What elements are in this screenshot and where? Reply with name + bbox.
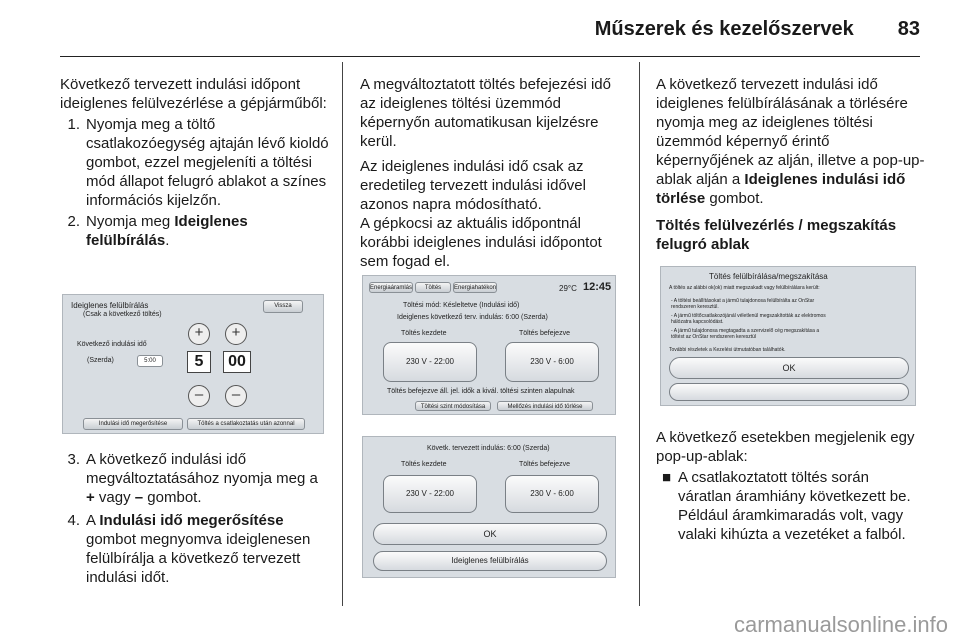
header-title: Műszerek és kezelőszervek xyxy=(594,18,854,40)
column-3-lower xyxy=(656,428,926,544)
back-button[interactable]: Vissza xyxy=(263,300,303,313)
intro-text: Következő tervezett indulási időpont ideiglenes felülvezérlése a gépjárműből: xyxy=(60,76,327,112)
step-1: 1. Nyomja meg a töltő csatlakozóegység ajtaján lévő kioldó gombot, ezzel megjeleníti a töltési mód állapot felugró ablakot a színes információs kijelzőn. xyxy=(67,116,329,209)
screenshot-charge-mode xyxy=(362,275,616,415)
charge-end-value: 230 V - 6:00 xyxy=(505,342,599,382)
popup-reason: - A jármű tulajdonosa megtagadta a szervizelő cég megszakítása a töltést az OnStar rendszeren keresztül xyxy=(671,328,820,340)
hour-digit: 5 xyxy=(187,351,211,373)
bullet-item: ■ A csatlakoztatott töltés során váratlan áramhiány következett be. Például áramkimaradás volt, vagy valaki kihúzta a vezetéket a falból. xyxy=(662,469,911,543)
step-2: 2. Nyomja meg Ideiglenes felülbírálás. xyxy=(67,213,248,249)
charge-start-value: 230 V - 22:00 xyxy=(383,475,477,513)
ok-button[interactable]: OK xyxy=(373,523,607,545)
charge-immediately-button[interactable]: Töltés a csatlakoztatás után azonnal xyxy=(187,418,305,430)
cancel-override-paragraph: A következő tervezett indulási idő ideiglenes felülbírálásának a törlésére nyomja meg az ideiglenes töltési üzemmód képernyő érintő képernyőjének az alján, illetve a pop-up-ablak alján a Ideiglenes indulási idő törlése gombot. xyxy=(656,76,925,207)
column-divider xyxy=(639,62,640,606)
page-number: 83 xyxy=(897,18,920,40)
column-1 xyxy=(60,75,330,250)
column-divider xyxy=(342,62,343,606)
charge-end-label: Töltés befejezve xyxy=(519,461,570,468)
charge-end-value: 230 V - 6:00 xyxy=(505,475,599,513)
cancel-departure-button[interactable]: Mellőzés indulási idő törlése xyxy=(497,401,593,411)
ok-button[interactable]: OK xyxy=(669,357,909,379)
hour-minus-button[interactable]: – xyxy=(188,385,210,407)
tab-efficiency[interactable]: Energiahatékon xyxy=(453,282,497,293)
minute-plus-button[interactable]: + xyxy=(225,323,247,345)
temperature: 29°C xyxy=(559,284,577,293)
next-departure: Követk. tervezett indulás: 6:00 (Szerda) xyxy=(427,445,550,452)
day-label: (Szerda) xyxy=(87,357,114,364)
popup-title: Töltés felülbírálása/megszakítása xyxy=(709,272,828,281)
paragraph: Az ideiglenes indulási idő csak az eredetileg tervezett indulási idővel azonos napra módosítható. xyxy=(360,158,586,213)
modify-level-button[interactable]: Töltési szint módosítása xyxy=(415,401,491,411)
column-3 xyxy=(656,75,926,254)
section-heading: Töltés felülvezérlés / megszakítás felugró ablak xyxy=(656,217,897,253)
screen-subtitle: (Csak a következő töltés) xyxy=(83,311,162,318)
tab-energy-flow[interactable]: Energiaáramlás xyxy=(369,282,413,293)
popup-reason: - A töltési beállításokat a jármű tulajdonosa felülbírálta az OnStar rendszeren keresztül. xyxy=(671,298,815,310)
charge-note: Töltés befejezve áll. jel. idők a kivál. töltési szinten alapulnak xyxy=(387,388,575,395)
header-rule xyxy=(60,56,920,57)
time-readout: 5:00 xyxy=(137,355,163,367)
charge-end-label: Töltés befejezve xyxy=(519,330,570,337)
watermark: carmanualsonline.info xyxy=(733,612,948,637)
screenshot-popup xyxy=(362,436,616,578)
screen-title: Ideiglenes felülbírálás xyxy=(71,301,149,310)
popup-reason: - A jármű töltőcsatlakozójánál véletlenül megszakították az elektromos hálózatra kapcsolódást. xyxy=(671,313,826,325)
temporary-override-button[interactable]: Ideiglenes felülbírálás xyxy=(373,551,607,571)
next-departure: Ideiglenes következő terv. indulás: 6:00 (Szerda) xyxy=(397,314,548,321)
column-1-lower xyxy=(60,448,330,587)
popup-intro: A töltés az alábbi ok(ok) miatt megszakadt vagy felülbírálásra került: xyxy=(669,285,820,291)
step-3: 3. A következő indulási idő megváltoztatásához nyomja meg a + vagy – gombot. xyxy=(67,451,318,506)
minute-minus-button[interactable]: – xyxy=(225,385,247,407)
minute-digit: 00 xyxy=(223,351,251,373)
clock: 12:45 xyxy=(583,281,612,293)
hour-plus-button[interactable]: + xyxy=(188,323,210,345)
charge-start-value: 230 V - 22:00 xyxy=(383,342,477,382)
page-header xyxy=(595,18,920,41)
popup-more-info: További részletek a Kezelési útmutatóban találhatók. xyxy=(669,347,786,353)
paragraph: A gépkocsi az aktuális időpontnál korábbi ideiglenes indulási időpontot sem fogad el. xyxy=(360,215,602,270)
column-2 xyxy=(360,75,622,271)
charge-start-label: Töltés kezdete xyxy=(401,461,447,468)
popup-bottom-bar xyxy=(669,383,909,401)
tab-charging[interactable]: Töltés xyxy=(415,282,451,293)
charge-mode: Töltési mód: Késleltetve (Indulási idő) xyxy=(403,302,520,309)
charge-start-label: Töltés kezdete xyxy=(401,330,447,337)
screenshot-interrupt-popup xyxy=(660,266,916,406)
screenshot-temporary-override xyxy=(62,294,324,434)
paragraph: A következő esetekben megjelenik egy pop-up-ablak: xyxy=(656,429,915,465)
step-4: 4. A Indulási idő megerősítése gombot megnyomva ideiglenesen felülbírálja a következő tervezett indulási időt. xyxy=(67,512,311,586)
paragraph: A megváltoztatott töltés befejezési idő az ideiglenes töltési üzemmód képernyőn automatikusan kijelzésre kerül. xyxy=(360,76,611,150)
confirm-departure-button[interactable]: Indulási idő megerősítése xyxy=(83,418,183,430)
next-departure-label: Következő indulási idő xyxy=(77,341,147,348)
